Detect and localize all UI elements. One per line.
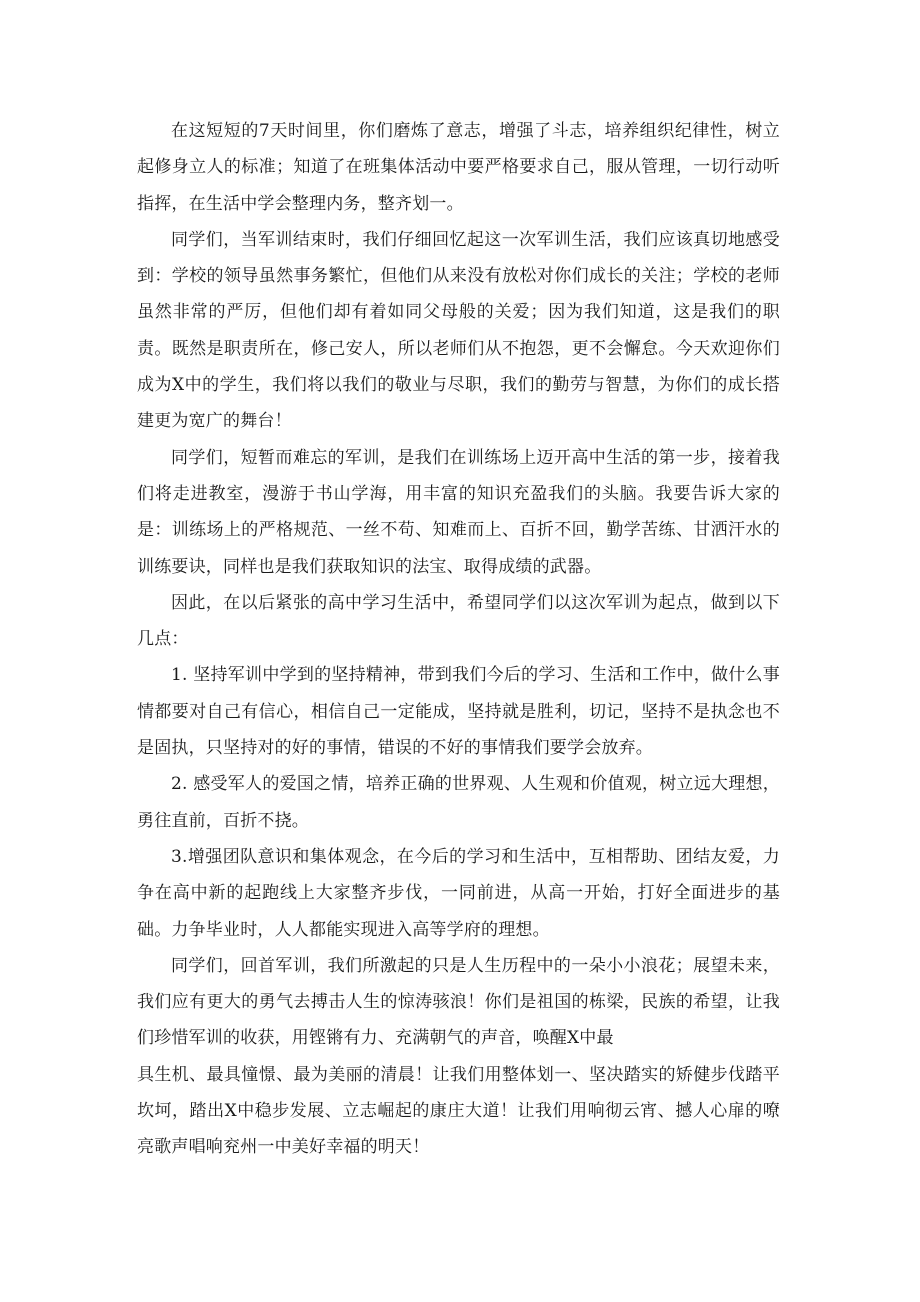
list-item-3: 3.增强团队意识和集体观念，在今后的学习和生活中，互相帮助、团结友爱，力争在高中新的起跑线上大家整齐步伐，一同前进，从高一开始，打好全面进步的基础。力争毕业时，人人都能实现进入高等学府的理想。 <box>137 846 780 940</box>
paragraph-closing-continued: 具生机、最具憧憬、最为美丽的清晨！让我们用整体划一、坚决踏实的矫健步伐踏平坎坷，踏出X中稳步发展、立志崛起的康庄大道！让我们用响彻云宵、撼人心扉的嘹亮歌声唱响兖州一中美好幸福的明天！ <box>137 1064 780 1158</box>
paragraph-first-step: 同学们，短暂而难忘的军训，是我们在训练场上迈开高中生活的第一步，接着我们将走进教室，漫游于书山学海，用丰富的知识充盈我们的头脑。我要告诉大家的是：训练场上的严格规范、一丝不苟、知难而上、百折不回，勤学苦练、甘洒汗水的训练要诀，同样也是我们获取知识的法宝、取得成绩的武器。 <box>137 447 780 577</box>
paragraph-training-summary: 在这短短的7天时间里，你们磨炼了意志，增强了斗志，培养组织纪律性，树立起修身立人的标准；知道了在班集体活动中要严格要求自己，服从管理，一切行动听指挥，在生活中学会整理内务，整齐划一。 <box>137 121 780 214</box>
paragraph-expectations-intro: 因此，在以后紧张的高中学习生活中，希望同学们以这次军训为起点，做到以下几点： <box>137 592 780 650</box>
document-body <box>137 113 780 1166</box>
paragraph-closing: 同学们，回首军训，我们所激起的只是人生历程中的一朵小小浪花；展望未来，我们应有更大的勇气去搏击人生的惊涛骇浪！你们是祖国的栋梁，民族的希望，让我们珍惜军训的收获，用铿锵有力、充满朝气的声音，唤醒X中最 <box>137 955 780 1049</box>
paragraph-teachers-care: 同学们，当军训结束时，我们仔细回忆起这一次军训生活，我们应该真切地感受到：学校的领导虽然事务繁忙，但他们从来没有放松对你们成长的关注；学校的老师虽然非常的严厉，但他们却有着如同父母般的关爱；因为我们知道，这是我们的职责。既然是职责所在，修己安人，所以老师们从不抱怨，更不会懈怠。今天欢迎你们成为X中的学生，我们将以我们的敬业与尽职，我们的勤劳与智慧，为你们的成长搭建更为宽广的舞台！ <box>137 229 780 432</box>
list-item-1: 1. 坚持军训中学到的坚持精神，带到我们今后的学习、生活和工作中，做什么事情都要对自己有信心，相信自己一定能成，坚持就是胜利，切记，坚持不是执念也不是固执，只坚持对的好的事情，错误的不好的事情我们要学会放弃。 <box>137 665 780 759</box>
list-item-2: 2. 感受军人的爱国之情，培养正确的世界观、人生观和价值观，树立远大理想，勇往直前，百折不挠。 <box>137 774 780 831</box>
